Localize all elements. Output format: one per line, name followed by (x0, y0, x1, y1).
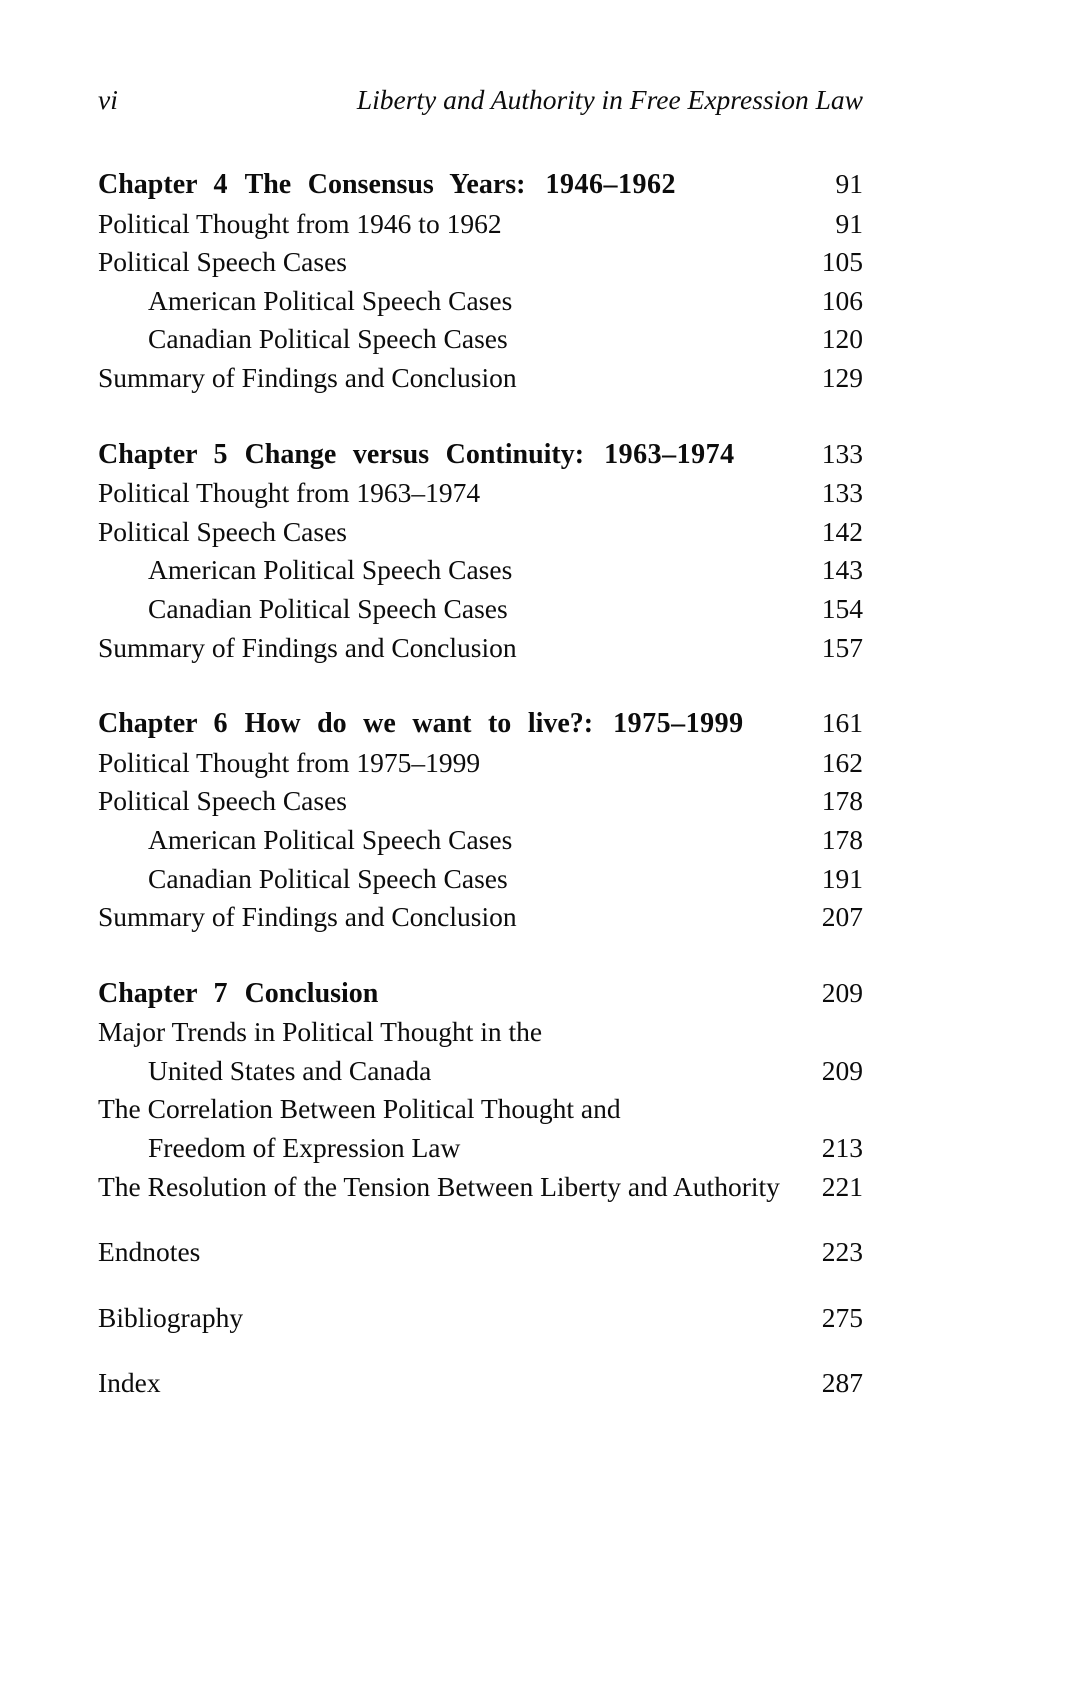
entry-title: Canadian Political Speech Cases (148, 323, 508, 355)
chapter-page-number: 209 (821, 976, 863, 1008)
toc-entry (98, 1299, 863, 1338)
entry-page-number: 157 (821, 631, 863, 663)
entry-title: Bibliography (98, 1301, 244, 1333)
chapter-page-number: 161 (821, 707, 863, 739)
page-header (98, 80, 863, 119)
toc-entry (98, 744, 863, 783)
entry-title: Political Thought from 1946 to 1962 (98, 207, 502, 239)
toc-entry (98, 590, 863, 629)
entry-page-number: 213 (821, 1132, 863, 1164)
entry-page-number: 221 (821, 1170, 863, 1202)
entry-page-number: 178 (821, 785, 863, 817)
entry-page-number: 133 (821, 477, 863, 509)
chapter-page-number: 133 (821, 437, 863, 469)
toc-entry (98, 205, 863, 244)
toc-section-chapter-4 (98, 165, 863, 398)
entry-title: Summary of Findings and Conclusion (98, 631, 517, 663)
entry-page-number: 223 (821, 1236, 863, 1268)
toc-section-chapter-5 (98, 435, 863, 668)
entry-page-number: 287 (821, 1367, 863, 1399)
entry-title: Political Speech Cases (98, 246, 347, 278)
entry-page-number: 207 (821, 901, 863, 933)
entry-title: Political Speech Cases (98, 515, 347, 547)
entry-page-number: 209 (821, 1054, 863, 1086)
toc-entry (98, 1052, 863, 1091)
entry-title: Canadian Political Speech Cases (148, 862, 508, 894)
entry-title: American Political Speech Cases (148, 284, 513, 316)
chapter-title: The Consensus Years: (244, 169, 526, 200)
toc-entry (98, 860, 863, 899)
entry-page-number: 275 (821, 1301, 863, 1333)
toc-entry (98, 1013, 863, 1052)
entry-title: Political Thought from 1975–1999 (98, 746, 481, 778)
toc-entry (98, 782, 863, 821)
chapter-label: Chapter 6 (98, 708, 228, 740)
entry-page-number: 120 (821, 323, 863, 355)
chapter-label: Chapter 7 (98, 977, 228, 1009)
entry-title: United States and Canada (148, 1054, 432, 1086)
entry-page-number: 143 (821, 554, 863, 586)
toc-entry (98, 320, 863, 359)
chapter-title: How do we want to live?: (244, 708, 594, 740)
entry-page-number: 91 (835, 207, 863, 239)
chapter-page-number: 91 (835, 168, 863, 199)
toc-entry (98, 1090, 863, 1129)
toc-entry (98, 474, 863, 513)
entry-title: Freedom of Expression Law (148, 1132, 461, 1164)
entry-title: Endnotes (98, 1236, 201, 1268)
chapter-dates: 1946–1962 (545, 169, 676, 200)
chapter-title: Conclusion (244, 977, 379, 1009)
toc-entry (98, 1129, 863, 1168)
toc-section-chapter-7 (98, 974, 863, 1207)
chapter-label: Chapter 5 (98, 438, 228, 470)
toc-entry (98, 551, 863, 590)
entry-title: Index (98, 1367, 161, 1399)
chapter-dates: 1975–1999 (613, 708, 744, 740)
entry-page-number: 191 (821, 862, 863, 894)
entry-page-number: 178 (821, 823, 863, 855)
entry-page-number: 142 (821, 515, 863, 547)
table-of-contents (98, 165, 863, 1403)
entry-page-number: 106 (821, 284, 863, 316)
toc-entry (98, 513, 863, 552)
toc-entry (98, 243, 863, 282)
entry-page-number: 154 (821, 592, 863, 624)
toc-section-chapter-6 (98, 704, 863, 937)
entry-title: The Resolution of the Tension Between Liberty and Authority (98, 1170, 780, 1202)
folio-page-number: vi (98, 84, 118, 115)
chapter-title: Change versus Continuity: (244, 438, 585, 470)
toc-entry (98, 1168, 863, 1207)
entry-title: American Political Speech Cases (148, 823, 513, 855)
entry-title: Major Trends in Political Thought in the (98, 1016, 543, 1048)
entry-title: Political Speech Cases (98, 785, 347, 817)
running-title: Liberty and Authority in Free Expression Law (356, 84, 863, 115)
entry-title: American Political Speech Cases (148, 554, 513, 586)
entry-page-number: 129 (821, 361, 863, 393)
chapter-heading (98, 974, 863, 1014)
toc-entry (98, 898, 863, 937)
entry-title: Political Thought from 1963–1974 (98, 477, 481, 509)
backmatter-entries (98, 1233, 863, 1403)
toc-entry (98, 629, 863, 668)
chapter-heading (98, 435, 863, 475)
chapter-label: Chapter 4 (98, 169, 228, 200)
toc-entry (98, 821, 863, 860)
entry-page-number: 105 (821, 246, 863, 278)
entry-title: Canadian Political Speech Cases (148, 592, 508, 624)
chapter-heading (98, 165, 863, 205)
entry-page-number: 162 (821, 746, 863, 778)
entry-title: Summary of Findings and Conclusion (98, 901, 517, 933)
toc-entry (98, 282, 863, 321)
entry-title: Summary of Findings and Conclusion (98, 361, 517, 393)
toc-entry (98, 359, 863, 398)
toc-entry (98, 1233, 863, 1272)
chapter-heading (98, 704, 863, 744)
chapter-dates: 1963–1974 (604, 438, 735, 470)
entry-title: The Correlation Between Political Thought and (98, 1093, 621, 1125)
toc-entry (98, 1364, 863, 1403)
